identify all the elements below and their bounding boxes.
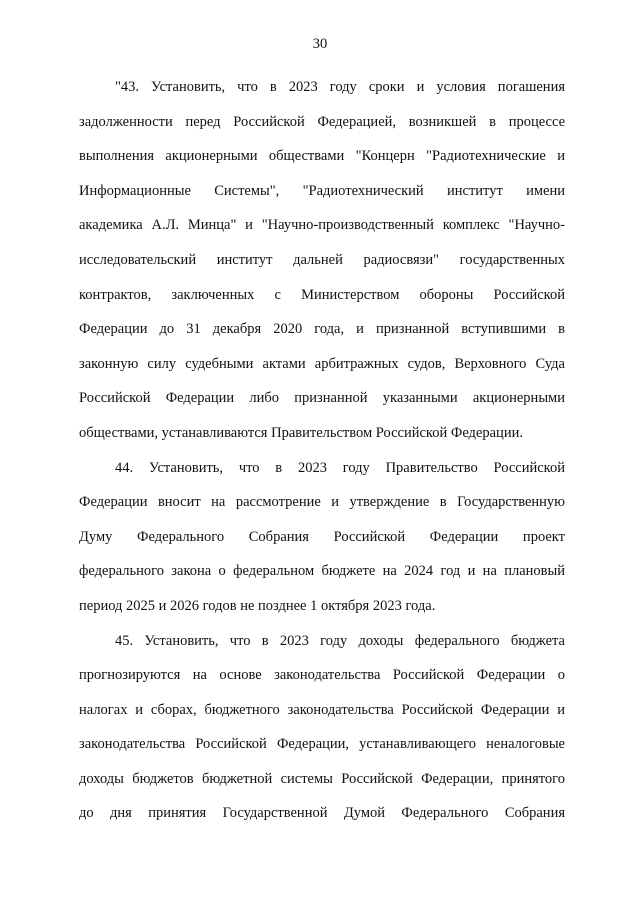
text-line: 45. Установить, что в 2023 году доходы федерального бюджета <box>115 632 565 649</box>
text-line: до дня принятия Государственной Думой Федерального Собрания <box>79 805 565 822</box>
text-line: контрактов, заключенных с Министерством обороны Российской <box>79 286 565 303</box>
text-line: обществами, устанавливаются Правительством Российской Федерации. <box>79 424 523 441</box>
text-line: Федерации до 31 декабря 2020 года, и признанной вступившими в <box>79 321 565 338</box>
text-line: период 2025 и 2026 годов не позднее 1 октября 2023 года. <box>79 597 436 614</box>
text-line: исследовательский институт дальней радиосвязи" государственных <box>79 251 565 268</box>
text-line: задолженности перед Российской Федерацией, возникшей в процессе <box>79 113 565 130</box>
text-line: федерального закона о федеральном бюджете на 2024 год и на плановый <box>79 563 565 580</box>
text-line: 44. Установить, что в 2023 году Правительство Российской <box>115 459 565 476</box>
text-line: законодательства Российской Федерации, устанавливающего неналоговые <box>79 736 565 753</box>
text-line: "43. Установить, что в 2023 году сроки и условия погашения <box>115 79 565 95</box>
paragraph-p43 <box>79 70 565 451</box>
document-body <box>79 70 565 831</box>
text-line: Российской Федерации либо признанной указанными акционерными <box>79 390 565 407</box>
text-line: налогах и сборах, бюджетного законодательства Российской Федерации и <box>79 701 565 718</box>
text-line: доходы бюджетов бюджетной системы Российской Федерации, принятого <box>79 770 565 787</box>
text-line: законную силу судебными актами арбитражных судов, Верховного Суда <box>79 355 565 372</box>
paragraph-p45 <box>79 624 565 832</box>
text-line: академика А.Л. Минца" и "Научно-производственный комплекс "Научно- <box>79 217 565 234</box>
text-line: выполнения акционерными обществами "Концерн "Радиотехнические и <box>79 148 565 165</box>
text-line: Думу Федерального Собрания Российской Федерации проект <box>79 528 565 545</box>
text-line: Федерации вносит на рассмотрение и утверждение в Государственную <box>79 494 565 511</box>
text-line: Информационные Системы", "Радиотехнический институт имени <box>79 182 565 199</box>
text-line: прогнозируются на основе законодательства Российской Федерации о <box>79 667 565 684</box>
paragraph-p44 <box>79 451 565 624</box>
page-number: 30 <box>312 36 328 52</box>
